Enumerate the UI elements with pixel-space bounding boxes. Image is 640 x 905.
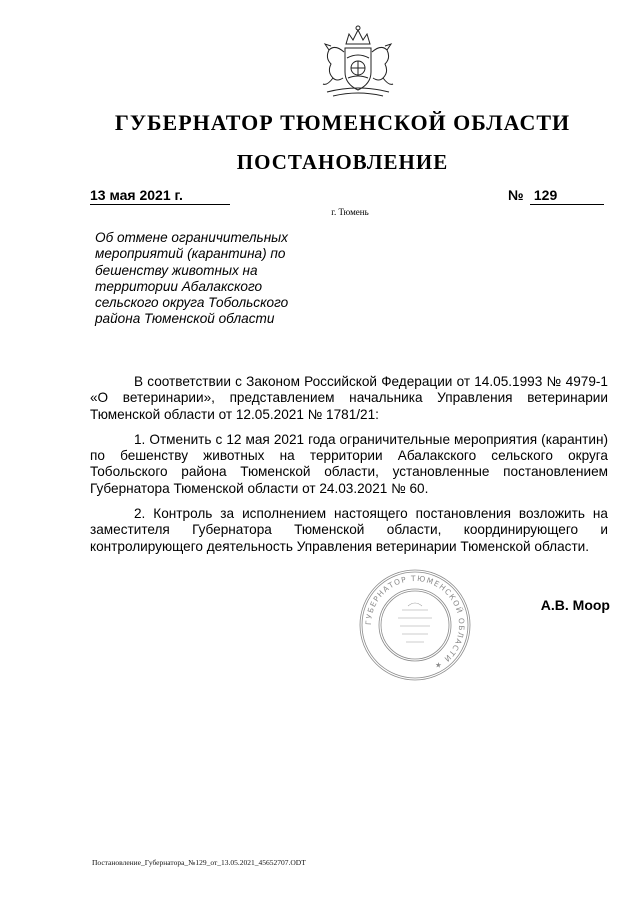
svg-text:ГУБЕРНАТОР ТЮМЕНСКОЙ ОБЛАСТИ ★: ГУБЕРНАТОР ТЮМЕНСКОЙ ОБЛАСТИ ★ bbox=[363, 573, 467, 672]
item-2-paragraph: 2. Контроль за исполнением настоящего постановления возложить на заместителя Губернатора Тюменской области, координирующего и контролирующего деятельность Управления ветеринарии Тюменской области. bbox=[90, 506, 608, 554]
document-subject: Об отмене ограничительных мероприятий (карантина) по бешенству животных на территории Абалакского сельского округа Тобольского района Тюменской области bbox=[95, 230, 289, 327]
preamble-paragraph: В соответствии с Законом Российской Федерации от 14.05.1993 № 4979-1 «О ветеринарии», представлением начальника Управления ветеринарии Тюменской области от 12.05.2021 № 1781/21: bbox=[90, 374, 608, 422]
document-date: 13 мая 2021 г. bbox=[90, 187, 230, 205]
coat-of-arms-emblem bbox=[315, 22, 401, 104]
document-type: ПОСТАНОВЛЕНИЕ bbox=[236, 150, 449, 174]
document-number-value: 129 bbox=[533, 187, 558, 203]
city-label: г. Тюмень bbox=[331, 207, 369, 217]
document-number bbox=[530, 187, 604, 205]
official-seal-stamp bbox=[358, 568, 472, 682]
authority-title: ГУБЕРНАТОР ТЮМЕНСКОЙ ОБЛАСТИ bbox=[114, 110, 571, 135]
footer-filename: Постановление_Губернатора_№129_от_13.05.2021_45652707.ODT bbox=[92, 858, 306, 867]
signer-name: А.В. Моор bbox=[540, 597, 610, 613]
item-1-paragraph: 1. Отменить с 12 мая 2021 года ограничительные мероприятия (карантин) по бешенству животных на территории Абалакского сельского округа Тобольского района Тюменской области, установленные постановлением Губернатора Тюменской области от 24.03.2021 № 60. bbox=[90, 431, 608, 496]
number-label: № bbox=[508, 187, 524, 203]
document-body bbox=[90, 374, 608, 564]
